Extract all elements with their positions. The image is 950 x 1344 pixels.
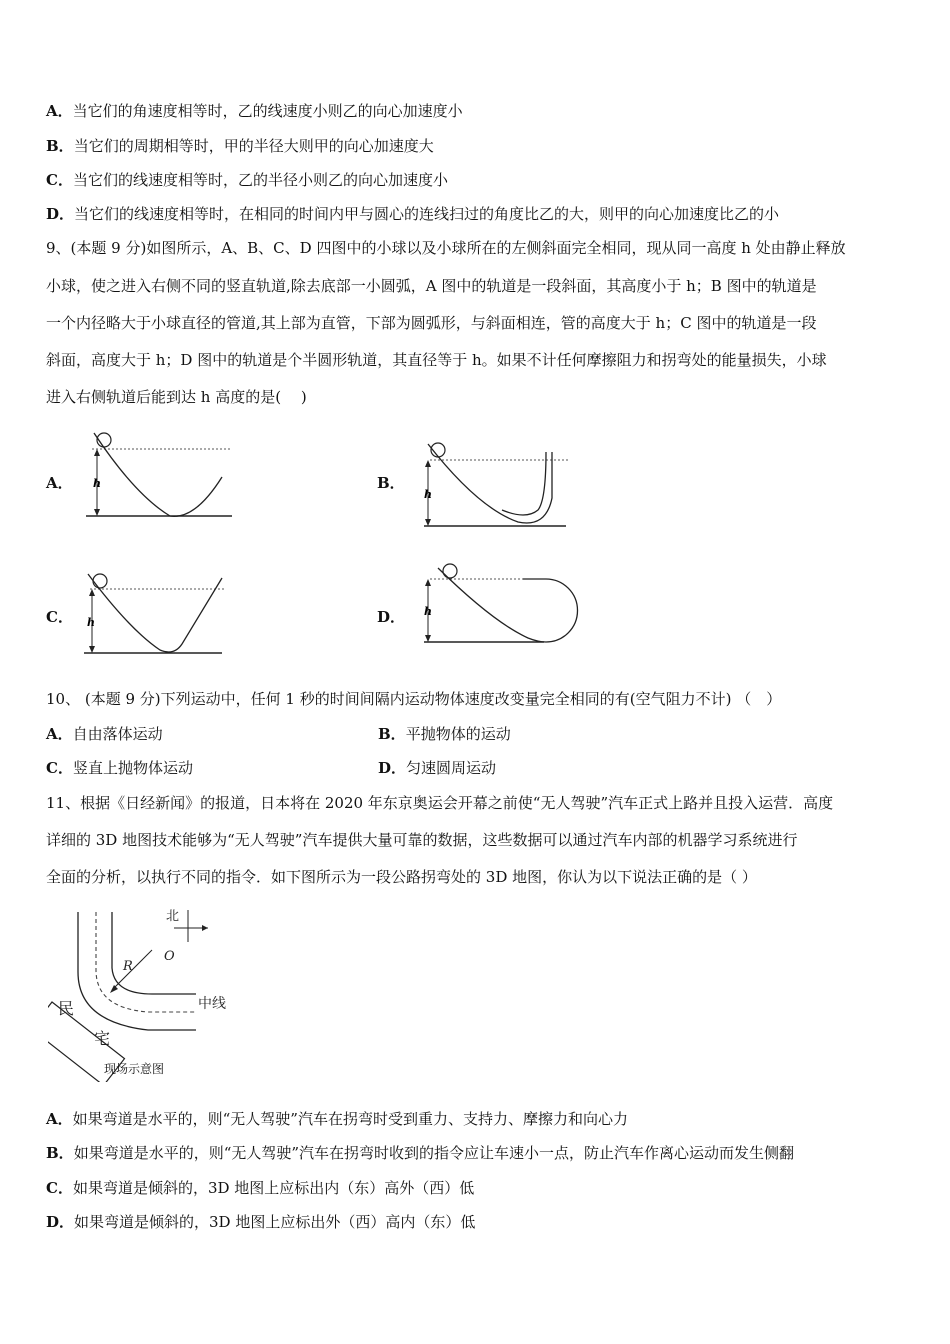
q9-figure-c-label: C． xyxy=(46,608,73,626)
q9-figure-a-label: A． xyxy=(46,474,73,492)
q11-stem-line-1: 11、根据《日经新闻》的报道，日本将在 2020 年东京奥运会开幕之前使“无人驾驶”汽车正式上路并且投入运营．高度 xyxy=(46,794,834,812)
q8-option-a: A．当它们的角速度相等时，乙的线速度小则乙的向心加速度小 xyxy=(46,102,463,120)
q9-figure-b-label: B． xyxy=(377,474,405,492)
height-label: h xyxy=(424,605,432,618)
q11-stem-line-2: 详细的 3D 地图技术能够为“无人驾驶”汽车提供大量可靠的数据，这些数据可以通过汽车内部的机器学习系统进行 xyxy=(46,831,798,849)
q9-stem-line-2: 小球，使之进入右侧不同的竖直轨道,除去底部一小圆弧，A 图中的轨道是一段斜面，其高度小于 h；B 图中的轨道是 xyxy=(46,277,817,295)
q11-option-c: C．如果弯道是倾斜的，3D 地图上应标出内（东）高外（西）低 xyxy=(46,1179,475,1197)
q11-stem-line-3: 全面的分析，以执行不同的指令．如下图所示为一段公路拐弯处的 3D 地图，你认为以下说法正确的是（ ） xyxy=(46,868,757,886)
q9-stem-line-1: 9、(本题 9 分)如图所示，A、B、C、D 四图中的小球以及小球所在的左侧斜面完全相同，现从同一高度 h 处由静止释放 xyxy=(46,239,846,257)
q9-figure-d xyxy=(418,560,588,650)
q10-option-d: D．匀速圆周运动 xyxy=(378,759,497,777)
residence-char-1: 民 xyxy=(58,999,75,1018)
radius-label: R xyxy=(123,959,133,974)
height-label: h xyxy=(87,616,95,629)
q11-option-b: B．如果弯道是水平的，则“无人驾驶”汽车在拐弯时收到的指令应让车速小一点，防止汽车作离心运动而发生侧翻 xyxy=(46,1144,795,1162)
q11-option-d: D．如果弯道是倾斜的，3D 地图上应标出外（西）高内（东）低 xyxy=(46,1213,476,1231)
q10-option-a: A．自由落体运动 xyxy=(46,725,163,743)
q10-option-b: B．平抛物体的运动 xyxy=(378,725,511,743)
q9-figure-a xyxy=(80,425,240,525)
q9-figure-c xyxy=(80,570,240,660)
q9-figure-b xyxy=(418,438,578,533)
map-caption: 现场示意图 xyxy=(104,1062,165,1076)
center-label: O xyxy=(164,949,175,964)
q9-stem-line-5: 进入右侧轨道后能到达 h 高度的是( ) xyxy=(46,388,307,406)
q8-option-d: D．当它们的线速度相等时，在相同的时间内甲与圆心的连线扫过的角度比乙的大，则甲的向心加速度比乙的小 xyxy=(46,205,780,223)
q9-figure-d-label: D． xyxy=(377,608,406,626)
q9-stem-line-4: 斜面，高度大于 h；D 图中的轨道是个半圆形轨道，其直径等于 h。如果不计任何摩擦阻力和拐弯处的能量损失，小球 xyxy=(46,351,827,369)
q8-option-c: C．当它们的线速度相等时，乙的半径小则乙的向心加速度小 xyxy=(46,171,448,189)
north-label: 北 xyxy=(166,909,180,924)
q10-option-c: C．竖直上抛物体运动 xyxy=(46,759,193,777)
q8-option-b: B．当它们的周期相等时，甲的半径大则甲的向心加速度大 xyxy=(46,137,434,155)
q9-stem-line-3: 一个内径略大于小球直径的管道,其上部为直管，下部为圆弧形，与斜面相连，管的高度大于 h；C 图中的轨道是一段 xyxy=(46,314,817,332)
height-label: h xyxy=(93,477,101,490)
q10-stem: 10、 (本题 9 分)下列运动中，任何 1 秒的时间间隔内运动物体速度改变量完全相同的有(空气阻力不计) （ ） xyxy=(46,690,782,708)
centerline-label: 中线 xyxy=(198,996,226,1012)
q11-option-a: A．如果弯道是水平的，则“无人驾驶”汽车在拐弯时受到重力、支持力、摩擦力和向心力 xyxy=(46,1110,628,1128)
q11-road-map xyxy=(48,902,238,1082)
height-label: h xyxy=(424,488,432,501)
residence-char-2: 宅 xyxy=(94,1029,111,1048)
